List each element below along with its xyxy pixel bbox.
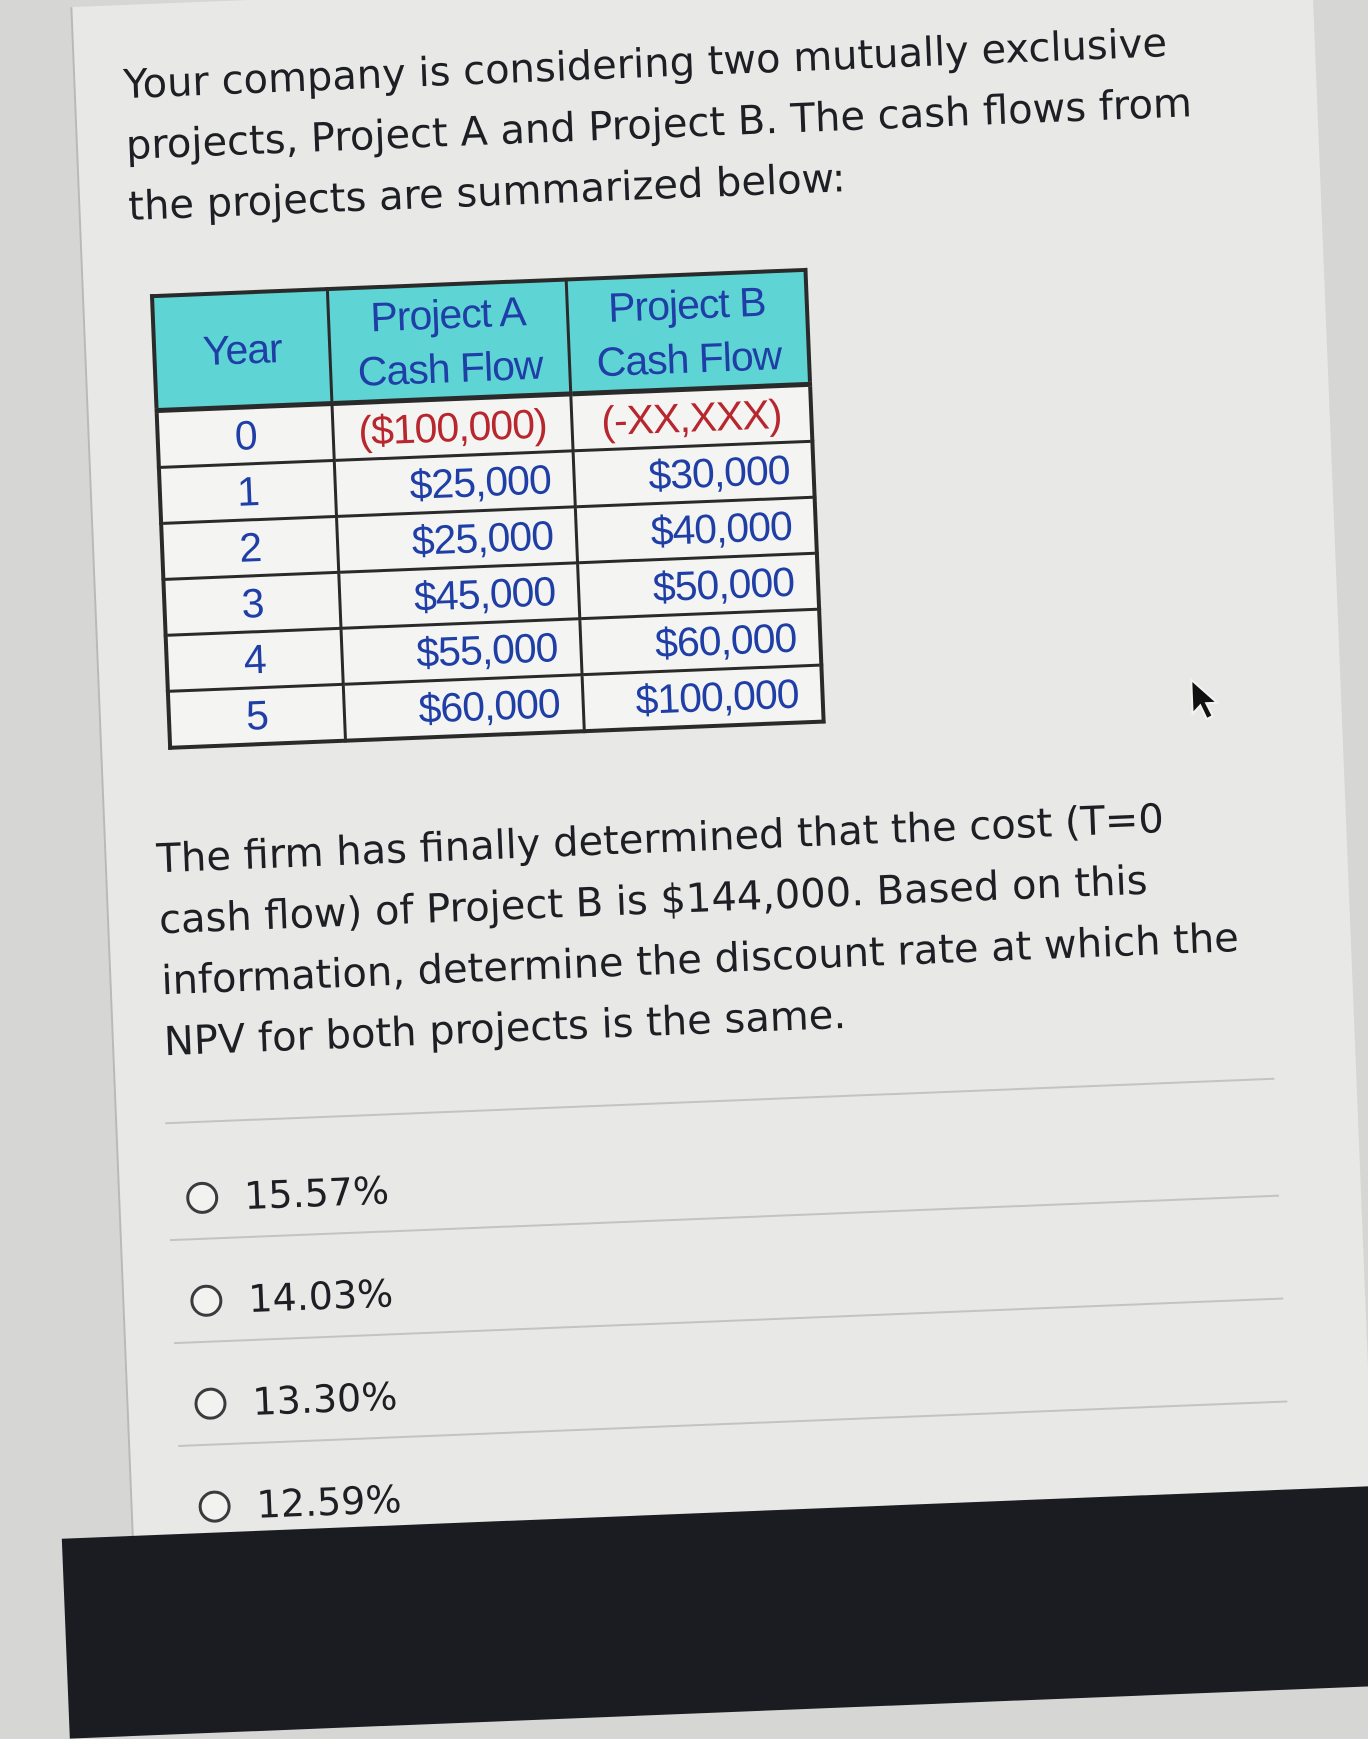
project-a-cell: ($100,000) bbox=[332, 394, 573, 461]
year-cell: 5 bbox=[168, 684, 346, 747]
project-a-cell: $45,000 bbox=[339, 563, 580, 629]
answer-option-4[interactable] bbox=[198, 1474, 403, 1532]
radio-unselected-icon[interactable] bbox=[194, 1387, 227, 1420]
project-a-cell: $25,000 bbox=[334, 451, 575, 517]
cursor-arrow-icon bbox=[1188, 677, 1222, 726]
option-label: 14.03% bbox=[247, 1271, 395, 1322]
project-b-cell: $50,000 bbox=[578, 553, 820, 619]
year-cell: 4 bbox=[166, 628, 344, 691]
project-b-cell: $100,000 bbox=[582, 665, 824, 731]
header-project-b-line2: Cash Flow bbox=[595, 331, 783, 386]
radio-unselected-icon[interactable] bbox=[198, 1490, 231, 1523]
project-a-cell: $55,000 bbox=[341, 619, 582, 685]
header-project-a bbox=[327, 280, 570, 404]
cash-flow-table bbox=[150, 268, 826, 750]
project-b-cell: $40,000 bbox=[575, 497, 817, 563]
header-project-a-line2: Cash Flow bbox=[356, 341, 544, 395]
radio-unselected-icon[interactable] bbox=[186, 1181, 219, 1214]
answer-option-1[interactable] bbox=[185, 1165, 390, 1223]
year-cell: 1 bbox=[159, 460, 337, 523]
project-a-cell: $60,000 bbox=[343, 675, 584, 741]
project-b-cell: (-XX,XXX) bbox=[571, 384, 813, 451]
option-label: 12.59% bbox=[255, 1477, 403, 1527]
project-b-cell: $30,000 bbox=[573, 441, 815, 507]
year-cell: 2 bbox=[161, 516, 339, 579]
header-project-b-line1: Project B bbox=[607, 278, 767, 331]
project-b-cell: $60,000 bbox=[580, 609, 822, 675]
header-project-a-line1: Project A bbox=[369, 288, 527, 341]
question-prompt: The firm has finally determined that the cost (T=0 cash flow) of Project B is $144,000. Based on this information, determine the discount rate at which the NPV for both projects is the same. bbox=[155, 795, 1240, 1066]
header-year: Year bbox=[152, 289, 332, 410]
project-a-cell: $25,000 bbox=[336, 507, 577, 573]
option-label: 13.30% bbox=[251, 1374, 399, 1424]
header-project-b bbox=[566, 270, 810, 394]
year-cell: 3 bbox=[163, 572, 341, 635]
answer-option-3[interactable] bbox=[194, 1371, 399, 1429]
option-label: 15.57% bbox=[243, 1168, 390, 1219]
year-cell: 0 bbox=[157, 404, 335, 468]
radio-unselected-icon[interactable] bbox=[190, 1284, 223, 1317]
answer-option-2[interactable] bbox=[189, 1268, 394, 1326]
question-intro: Your company is considering two mutually exclusive projects, Project A and Project B. The cash flows from the projects are summarized below: bbox=[122, 20, 1193, 230]
